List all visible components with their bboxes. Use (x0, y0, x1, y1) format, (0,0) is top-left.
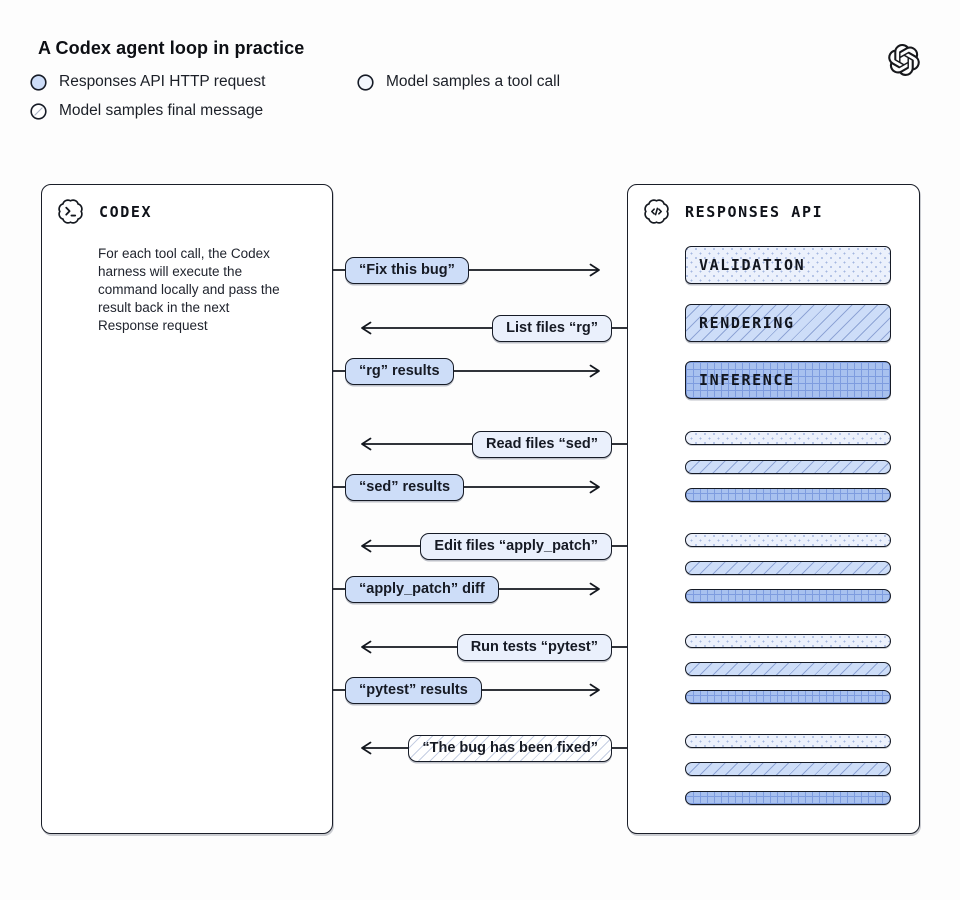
message-pytest-results: “pytest” results (345, 677, 482, 704)
legend (30, 70, 670, 123)
page-title: A Codex agent loop in practice (38, 38, 305, 58)
responses-panel-header (643, 198, 823, 225)
legend-item-tool-call (357, 70, 670, 94)
codex-panel-description: For each tool call, the Codex harness will execute the command locally and pass the result back in the next Response request (98, 246, 280, 333)
responses-api-panel (627, 184, 920, 834)
message-edit-files-apply-patch: Edit files “apply_patch” (420, 533, 612, 560)
message-rg-results: “rg” results (345, 358, 454, 385)
message-read-files-sed: Read files “sed” (472, 431, 612, 458)
mini-rendering-pill (685, 460, 891, 474)
terminal-badge-icon (57, 198, 84, 225)
mini-inference-pill (685, 690, 891, 704)
codex-panel (41, 184, 333, 834)
mini-validation-pill (685, 634, 891, 648)
final-message-marker-icon (30, 103, 47, 120)
legend-item-final-message (30, 99, 357, 123)
legend-label: Responses API HTTP request (59, 73, 266, 90)
code-badge-icon (643, 198, 670, 225)
mini-inference-pill (685, 488, 891, 502)
codex-panel-header (57, 198, 152, 225)
message-bug-has-been-fixed: “The bug has been fixed” (408, 735, 612, 762)
message-sed-results: “sed” results (345, 474, 464, 501)
codex-panel-title: CODEX (99, 202, 153, 221)
openai-logo-icon (888, 44, 920, 76)
message-list-files-rg: List files “rg” (492, 315, 612, 342)
mini-rendering-pill (685, 762, 891, 776)
legend-item-request (30, 70, 357, 94)
legend-label: Model samples a tool call (386, 73, 561, 90)
mini-validation-pill (685, 431, 891, 445)
tool-call-marker-icon (357, 74, 374, 91)
mini-validation-pill (685, 734, 891, 748)
request-marker-icon (30, 74, 47, 91)
message-fix-this-bug: “Fix this bug” (345, 257, 469, 284)
message-apply-patch-diff: “apply_patch” diff (345, 576, 499, 603)
mini-inference-pill (685, 791, 891, 805)
stage-rendering: RENDERING (685, 304, 891, 342)
message-run-tests-pytest: Run tests “pytest” (457, 634, 612, 661)
responses-panel-title: RESPONSES API (685, 202, 824, 221)
mini-rendering-pill (685, 561, 891, 575)
mini-rendering-pill (685, 662, 891, 676)
stage-inference: INFERENCE (685, 361, 891, 399)
mini-inference-pill (685, 589, 891, 603)
stage-validation: VALIDATION (685, 246, 891, 284)
mini-validation-pill (685, 533, 891, 547)
legend-label: Model samples final message (59, 102, 264, 119)
